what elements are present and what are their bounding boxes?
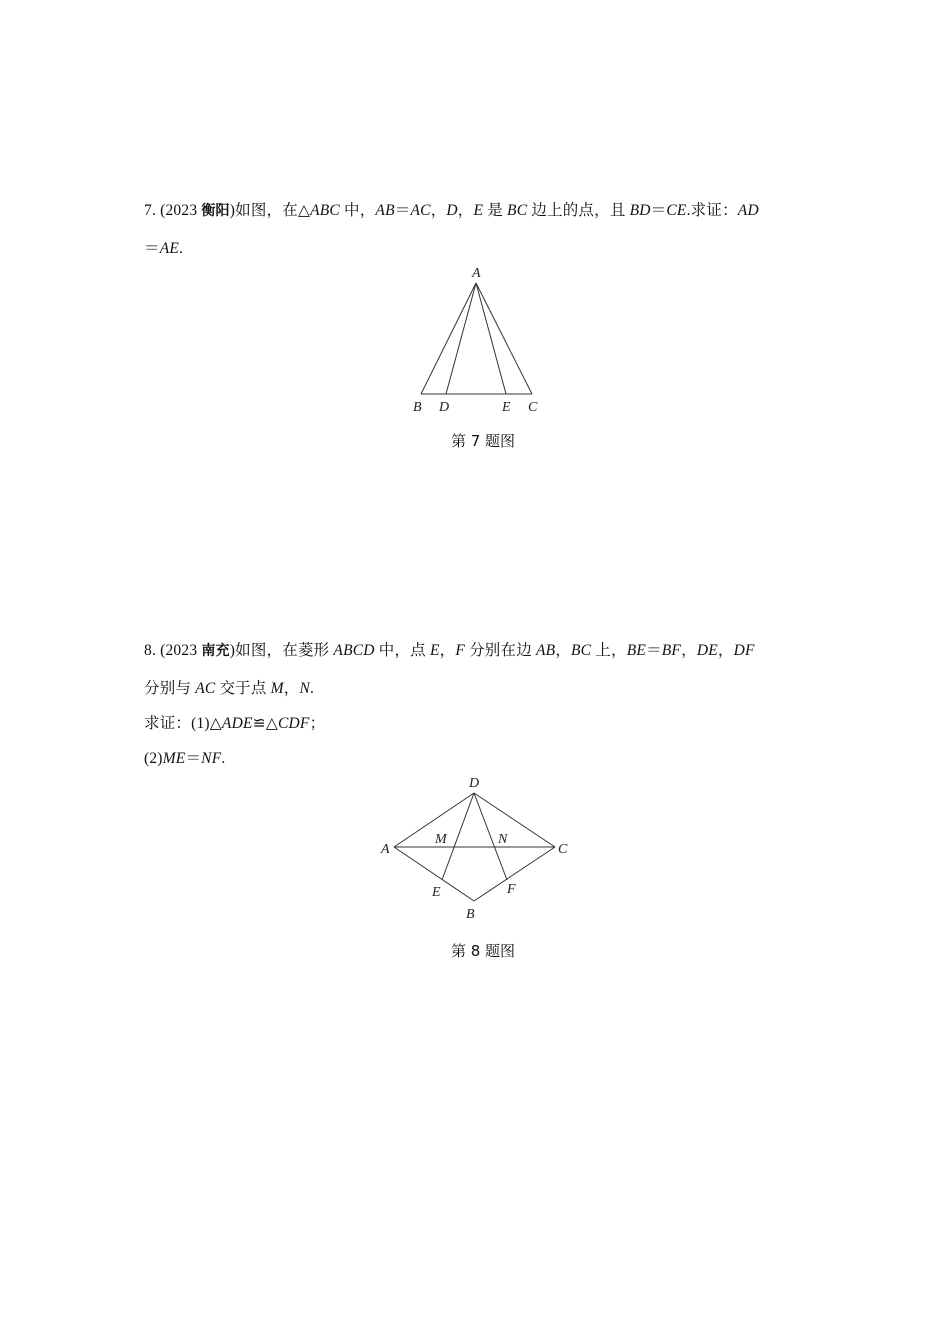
figure-7-caption: 第 7 题图 bbox=[450, 432, 516, 450]
problem-8-line-2 bbox=[144, 676, 314, 698]
problem-7-text: 如图，在△ABC 中，AB＝AC，D，E 是 BC 边上的点，且 BD＝CE.求证：AD bbox=[235, 202, 759, 219]
label-C: C bbox=[558, 842, 568, 857]
label-M: M bbox=[435, 832, 447, 847]
label-D: D bbox=[469, 776, 480, 791]
segment-AE bbox=[476, 283, 506, 394]
label-D: D bbox=[439, 400, 450, 415]
label-N: N bbox=[498, 832, 508, 847]
label-A: A bbox=[381, 842, 390, 857]
label-E: E bbox=[502, 400, 511, 415]
figure-8-caption: 第 8 题图 bbox=[450, 942, 516, 960]
segment-AD bbox=[446, 283, 476, 394]
label-C: C bbox=[528, 400, 538, 415]
segment-DC bbox=[474, 793, 555, 847]
problem-8-line-1 bbox=[144, 638, 755, 660]
problem-8-part-2 bbox=[144, 746, 225, 768]
label-B: B bbox=[413, 400, 422, 415]
segment-DA bbox=[394, 793, 474, 847]
label-E: E bbox=[432, 885, 441, 900]
label-B: B bbox=[466, 907, 475, 922]
problem-8-text: 如图，在菱形 ABCD 中，点 E，F 分别在边 AB，BC 上，BE＝BF，DE，DF bbox=[235, 642, 755, 659]
problem-source: (2023 南充) bbox=[160, 642, 236, 659]
segment-DE bbox=[442, 793, 474, 880]
proof-statement-2: (2)ME＝NF. bbox=[144, 750, 226, 767]
problem-8-text-continued: 分别与 AC 交于点 M，N. bbox=[144, 680, 315, 697]
segment-AB bbox=[421, 283, 476, 394]
figure-8-rhombus bbox=[394, 793, 555, 901]
problem-7-text-continued: ＝AE. bbox=[144, 240, 184, 257]
label-F: F bbox=[507, 882, 516, 897]
problem-source: (2023 衡阳) bbox=[160, 202, 236, 219]
problem-number: 8. bbox=[144, 642, 157, 659]
problem-8-part-1 bbox=[144, 711, 325, 733]
segment-AC bbox=[476, 283, 532, 394]
problem-number: 7. bbox=[144, 202, 157, 219]
proof-statement-1: 求证：(1)△ADE≌△CDF； bbox=[144, 715, 326, 732]
label-A: A bbox=[472, 266, 481, 281]
